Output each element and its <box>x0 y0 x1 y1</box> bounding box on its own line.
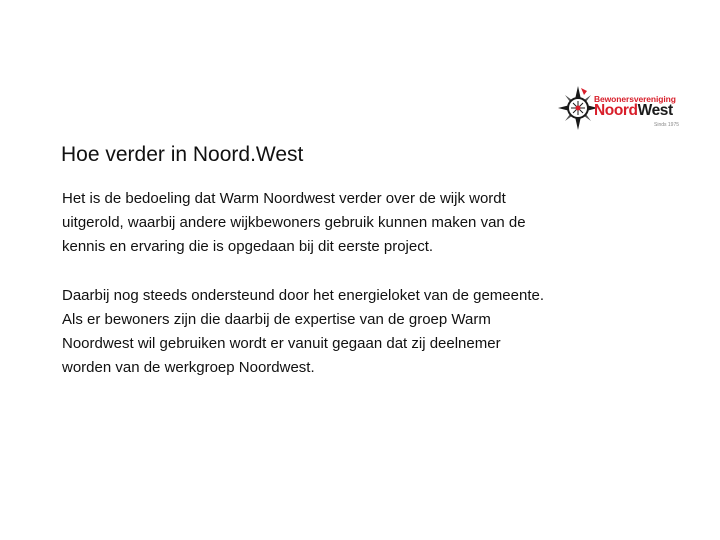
paragraph-line: uitgerold, waarbij andere wijkbewoners gebruik kunnen maken van de <box>62 214 526 231</box>
page-title: Hoe verder in Noord.West <box>61 143 304 166</box>
logo-since: Sinds 1975 <box>654 122 680 128</box>
logo-org-type: Bewonersvereniging <box>594 94 676 104</box>
paragraph-line: Daarbij nog steeds ondersteund door het energieloket van de gemeente. <box>62 287 544 304</box>
organization-logo <box>558 84 686 132</box>
logo-org-name <box>594 102 673 120</box>
paragraph-line: Het is de bedoeling dat Warm Noordwest verder over de wijk wordt <box>62 190 506 207</box>
logo-name-west: West <box>637 102 673 119</box>
paragraph-line: kennis en ervaring die is opgedaan bij dit eerste project. <box>62 238 434 255</box>
paragraph-1 <box>62 187 662 259</box>
paragraph-line: Als er bewoners zijn die daarbij de expertise van de groep Warm <box>62 311 491 328</box>
paragraph-line: worden van de werkgroep Noordwest. <box>62 359 315 376</box>
logo-name-noord: Noord <box>594 102 638 119</box>
paragraph-line: Noordwest wil gebruiken wordt er vanuit gegaan dat zij deelnemer <box>62 335 501 352</box>
paragraph-2 <box>62 284 662 380</box>
